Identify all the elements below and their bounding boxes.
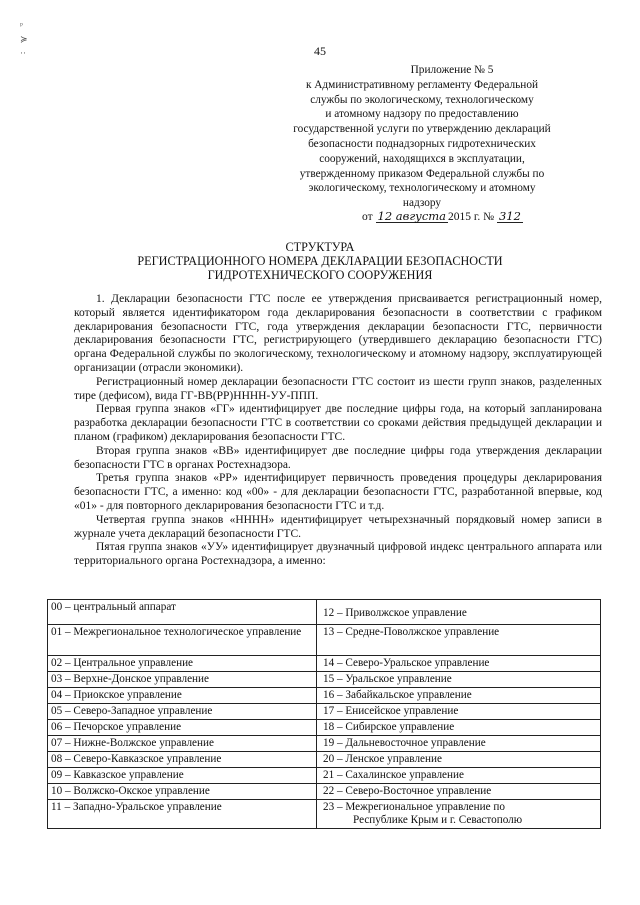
- appendix-line: государственной услуги по утверждению деклараций: [293, 123, 551, 136]
- table-row: [48, 784, 601, 800]
- appendix-line: службы по экологическому, технологическому: [310, 93, 534, 106]
- appendix-line: безопасности поднадзорных гидротехнических: [308, 137, 536, 150]
- table-row: [48, 768, 601, 784]
- table-cell: 16 – Забайкальское управление: [317, 688, 601, 704]
- table-row: [48, 600, 601, 625]
- date-year: 2015 г. №: [448, 211, 495, 223]
- table-cell: 15 – Уральское управление: [317, 672, 601, 688]
- page-number: 45: [314, 44, 326, 58]
- paragraph: Первая группа знаков «ГГ» идентифицирует две последние цифры года, на который запланирована разработка декларации безопасности ГТС в соответствии со сроками действия предыдущей декларации и планом (графиком) декларирования безопасности ГТС.: [74, 403, 602, 443]
- table-cell: 06 – Печорское управление: [48, 720, 317, 736]
- table-row: [48, 625, 601, 656]
- appendix-header: [270, 63, 574, 211]
- codes-table: [47, 599, 601, 829]
- table-cell: 02 – Центральное управление: [48, 656, 317, 672]
- table-cell: 00 – центральный аппарат: [48, 600, 317, 625]
- order-date-line: [362, 210, 523, 223]
- paragraph: Вторая группа знаков «ВВ» идентифицирует две последние цифры года утверждения декларации безопасности ГТС в органах Ростехнадзора.: [74, 444, 602, 471]
- table-cell: 05 – Северо-Западное управление: [48, 704, 317, 720]
- table-cell: 14 – Северо-Уральское управление: [317, 656, 601, 672]
- table-cell: 21 – Сахалинское управление: [317, 768, 601, 784]
- cell-line: Республике Крым и г. Севастополю: [353, 814, 523, 826]
- appendix-line: экологическому, технологическому и атомному: [308, 182, 536, 195]
- table-row: [48, 736, 601, 752]
- table-cell: 04 – Приокское управление: [48, 688, 317, 704]
- table-row: [48, 688, 601, 704]
- table-row: [48, 800, 601, 829]
- table-cell: 20 – Ленское управление: [317, 752, 601, 768]
- appendix-line: и атомному надзору по предоставлению: [325, 108, 519, 121]
- handwritten-date: 12 августа: [377, 209, 447, 223]
- table-cell: 07 – Нижне-Волжское управление: [48, 736, 317, 752]
- table-row: [48, 720, 601, 736]
- paragraph: 1. Декларации безопасности ГТС после ее утверждения присваивается регистрационный номер, который является идентификатором года декларирования безопасности в соответствии с графиком декларирования безопасности ГТС, года утверждения декларации безопасности ГТС, первичности декларирования безопасности ГТС, регистрирующего (утвердившего декларацию безопасности ГТС) органа Федеральной службы по экологическому, технологическому и атомному надзору, эксплуатирующей организации (отрасли экономики).: [74, 293, 602, 374]
- title-line: СТРУКТУРА: [285, 240, 355, 254]
- appendix-line: к Административному регламенту Федеральной: [305, 78, 539, 91]
- table-cell: 22 – Северо-Восточное управление: [317, 784, 601, 800]
- date-prefix: от: [362, 211, 373, 223]
- table-row: [48, 752, 601, 768]
- table-cell: 08 – Северо-Кавказское управление: [48, 752, 317, 768]
- scan-mark: ᵖ: [20, 20, 23, 30]
- scan-mark: ≽: [20, 34, 28, 44]
- paragraph: Четвертая группа знаков «НННН» идентифицирует четырехзначный порядковый номер записи в журнале учета деклараций безопасности ГТС.: [74, 513, 602, 540]
- title-line: РЕГИСТРАЦИОННОГО НОМЕРА ДЕКЛАРАЦИИ БЕЗОПАСНОСТИ: [137, 254, 503, 268]
- paragraph: Третья группа знаков «РР» идентифицирует первичность проведения процедуры декларирования безопасности ГТС, а именно: код «00» - для декларации безопасности ГТС, разработанной впервые, код «01» - для повторного декларирования безопасности ГТС и т.д.: [74, 472, 602, 512]
- table-row: [48, 704, 601, 720]
- table-cell: 01 – Межрегиональное технологическое управление: [48, 625, 317, 656]
- table-cell: 03 – Верхне-Донское управление: [48, 672, 317, 688]
- table-cell: 19 – Дальневосточное управление: [317, 736, 601, 752]
- appendix-line: утвержденному приказом Федеральной службы по: [299, 167, 545, 180]
- paragraph: Пятая группа знаков «УУ» идентифицирует двузначный цифровой индекс центрального аппарата или территориального органа Ростехнадзора, а именно:: [74, 541, 602, 568]
- handwritten-order-number: 312: [498, 209, 521, 223]
- document-body: [74, 293, 602, 569]
- table-cell: 10 – Волжско-Окское управление: [48, 784, 317, 800]
- title-line: ГИДРОТЕХНИЧЕСКОГО СООРУЖЕНИЯ: [207, 268, 433, 282]
- table-cell: 13 – Средне-Поволжское управление: [317, 625, 601, 656]
- table-row: [48, 656, 601, 672]
- table-cell: 18 – Сибирское управление: [317, 720, 601, 736]
- table-cell: 17 – Енисейское управление: [317, 704, 601, 720]
- table-cell: 09 – Кавказское управление: [48, 768, 317, 784]
- scan-mark: ··: [20, 48, 26, 58]
- table-row: [48, 672, 601, 688]
- table-cell: [317, 800, 601, 829]
- cell-line: 23 – Межрегиональное управление по: [323, 801, 505, 813]
- table-cell: 11 – Западно-Уральское управление: [48, 800, 317, 829]
- appendix-line: надзору: [402, 197, 442, 210]
- paragraph: Регистрационный номер декларации безопасности ГТС состоит из шести групп знаков, разделенных тире (дефисом), вида ГГ-ВВ(РР)НННН-УУ-ППП.: [74, 375, 602, 402]
- table-cell: 12 – Приволжское управление: [317, 600, 601, 625]
- appendix-line: сооружений, находящихся в эксплуатации,: [319, 152, 525, 165]
- appendix-title: Приложение № 5: [410, 64, 494, 76]
- document-title: [90, 240, 550, 282]
